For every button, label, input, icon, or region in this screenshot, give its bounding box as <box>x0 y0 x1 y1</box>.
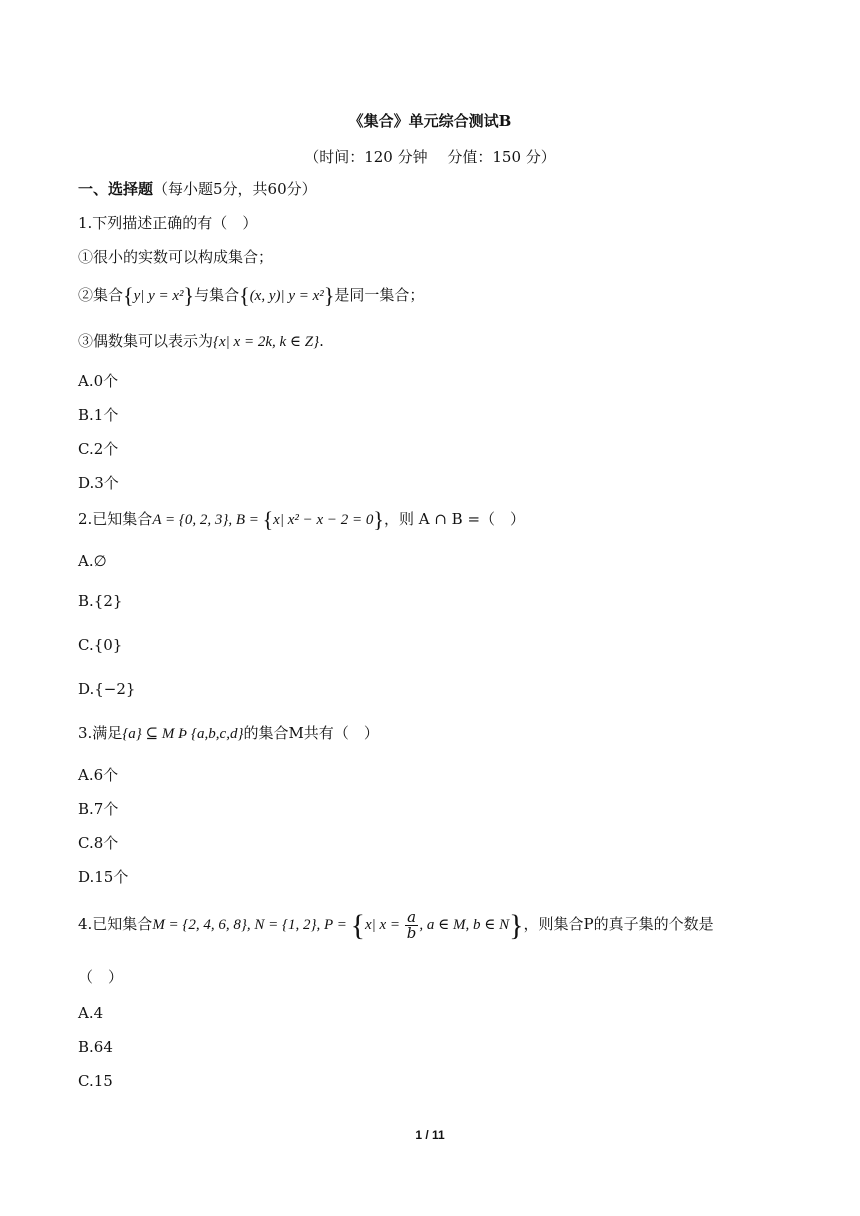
set-b: x| x² − x − 2 = 0 <box>273 512 374 528</box>
statement-2-prefix: ②集合 <box>78 286 124 304</box>
option-c: C.8个 <box>78 834 119 852</box>
statement-2-mid: 与集合 <box>194 286 240 304</box>
question-1-statement-1: ①很小的实数可以构成集合； <box>78 248 274 266</box>
option-b: B.64 <box>78 1038 113 1056</box>
statement-3-prefix: ③偶数集可以表示为 <box>78 332 214 350</box>
page-number: 1 / 11 <box>415 1128 445 1142</box>
fraction-a-over-b: $\frac{a}{b}$ <box>406 907 417 942</box>
option-c: C.2个 <box>78 440 119 458</box>
section-header <box>78 178 317 200</box>
set-y: y| y = x² <box>133 288 184 304</box>
even-set: {x| x = 2k, k ∈ Z} <box>213 334 320 350</box>
option-d: D.15个 <box>78 868 129 886</box>
question-3-stem <box>78 722 379 745</box>
statement-2-suffix: 是同一集合； <box>334 286 425 304</box>
option-a: A.6个 <box>78 766 119 784</box>
question-4-sets: M = {2, 4, 6, 8}, N = {1, 2}, P = <box>152 917 351 933</box>
option-b: B.{2} <box>78 592 123 610</box>
option-a: A.4 <box>78 1004 104 1022</box>
question-1-stem: 1.下列描述正确的有（ ） <box>78 214 258 232</box>
question-3-prefix: 3.满足 <box>78 724 123 742</box>
option-b: B.7个 <box>78 800 119 818</box>
question-4-stem: 4.已知集合M = {2, 4, 6, 8}, N = {1, 2}, P = {x| x = $\frac{a}{b}$ , a ∈ M, b ∈ N}，则集合P的真子集的个数是 <box>78 907 714 942</box>
question-4-suffix: ，则集合P的真子集的个数是 <box>523 915 714 933</box>
option-c: C.{0} <box>78 636 123 654</box>
page-title: 《集合》单元综合测试B <box>348 112 512 130</box>
question-1-statement-2: ②集合{y| y = x²}与集合{(x, y)| y = x²}是同一集合； <box>78 283 425 308</box>
question-3-expr: {a} ⊆ M Þ {a,b,c,d} <box>122 726 244 742</box>
question-4-prefix: 4.已知集合 <box>78 915 153 933</box>
option-d: D.{−2} <box>78 680 136 698</box>
option-b: B.1个 <box>78 406 119 424</box>
option-a: A.0个 <box>78 372 119 390</box>
question-2-suffix: ，则 A ∩ B =（ ） <box>383 510 526 528</box>
question-4-paren: （ ） <box>78 968 124 986</box>
section-heading: 一、选择题 <box>78 180 154 198</box>
question-1-statement-3 <box>78 330 324 353</box>
question-2-stem: 2.已知集合A = {0, 2, 3}, B = {x| x² − x − 2 = 0}，则 A ∩ B =（ ） <box>78 507 526 532</box>
question-2-sets: A = {0, 2, 3}, B = <box>152 512 263 528</box>
question-2-prefix: 2.已知集合 <box>78 510 153 528</box>
option-c: C.15 <box>78 1072 113 1090</box>
set-p-right: , a ∈ M, b ∈ N <box>419 917 510 933</box>
option-d: D.3个 <box>78 474 119 492</box>
section-note: （每小题5分，共60分） <box>153 180 317 198</box>
question-3-suffix: 的集合M共有（ ） <box>243 724 379 742</box>
set-xy: (x, y)| y = x² <box>249 288 324 304</box>
set-p-left: x| x = <box>364 917 404 933</box>
page-subtitle: （时间：120 分钟 分值：150 分） <box>304 148 556 166</box>
option-a: A.∅ <box>78 552 107 570</box>
statement-3-suffix: . <box>319 332 324 350</box>
